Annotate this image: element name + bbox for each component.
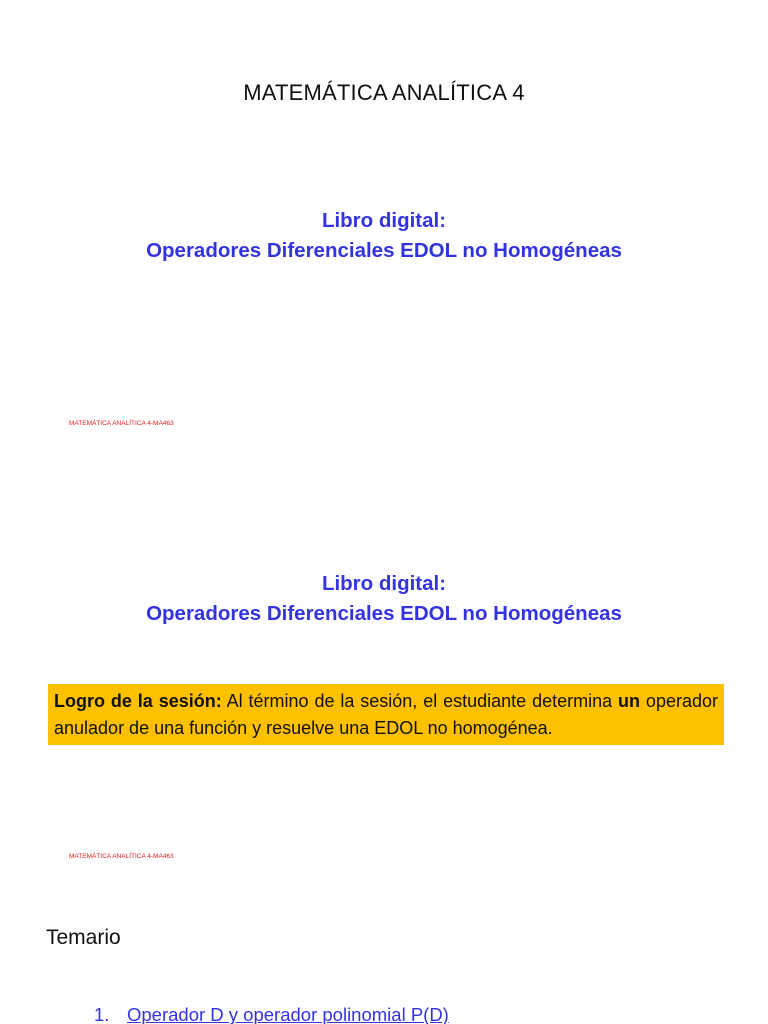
slide-footer: MATEMÁTICA ANALÍTICA 4-MA463 bbox=[69, 853, 174, 860]
session-goal-emphasis: un bbox=[618, 691, 641, 711]
book-title-line-2: Operadores Diferenciales EDOL no Homogéneas bbox=[146, 239, 622, 262]
session-goal-label: Logro de la sesión: bbox=[54, 691, 222, 711]
slide-title bbox=[0, 0, 768, 432]
slide-footer: MATEMÁTICA ANALÍTICA 4-MA463 bbox=[69, 420, 174, 427]
agenda-item-link[interactable]: Operador D y operador polinomial P(D) bbox=[127, 1004, 449, 1024]
book-title-line-2: Operadores Diferenciales EDOL no Homogéneas bbox=[146, 602, 622, 625]
agenda-heading: Temario bbox=[46, 926, 121, 949]
agenda-list bbox=[94, 1004, 449, 1024]
book-title bbox=[0, 206, 768, 266]
agenda-item-number: 1. bbox=[94, 1004, 110, 1024]
session-goal-box bbox=[48, 684, 724, 745]
session-goal-text: Al término de la sesión, el estudiante determina bbox=[221, 691, 619, 711]
agenda-item[interactable] bbox=[94, 1004, 449, 1024]
slide-session-goal bbox=[0, 432, 768, 864]
book-title bbox=[0, 569, 768, 629]
book-title-line-1: Libro digital: bbox=[321, 209, 447, 232]
slide-agenda bbox=[0, 864, 768, 1024]
book-title-line-1: Libro digital: bbox=[321, 572, 447, 595]
session-goal-text-end: operador anulador de una función y resuelve una EDOL no homogénea. bbox=[54, 691, 718, 738]
course-title: MATEMÁTICA ANALÍTICA 4 bbox=[243, 80, 525, 105]
